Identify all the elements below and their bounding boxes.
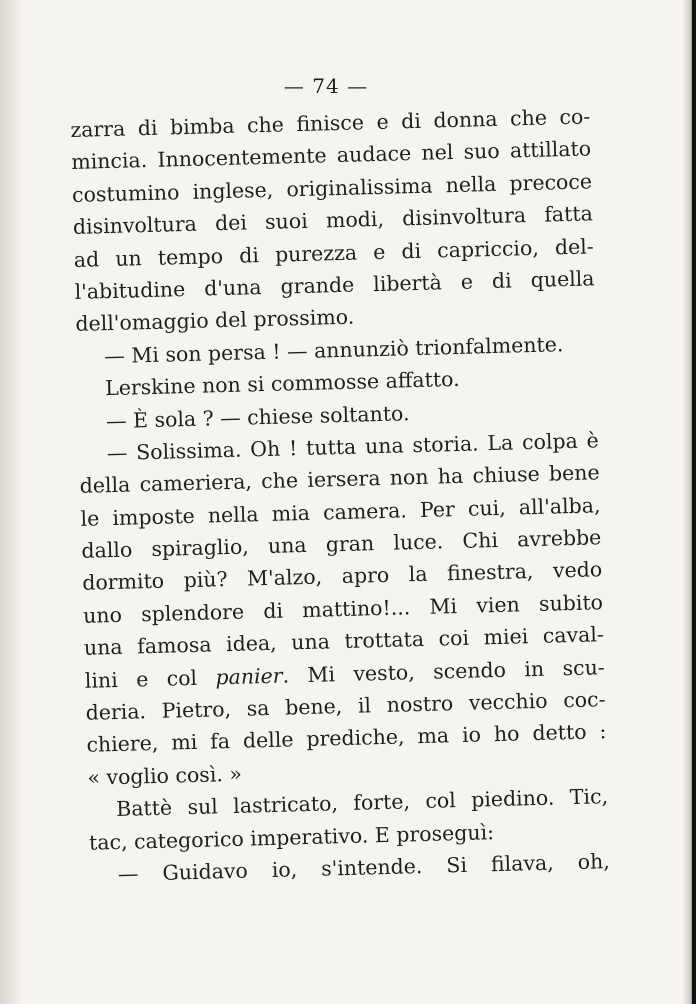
text-line: Battè sul lastricato, forte, col piedino. Tic, <box>115 784 609 822</box>
body-text <box>70 100 610 891</box>
text-line: dallo spiraglio, una gran luce. Chi avrebbe <box>81 525 602 563</box>
text-line: chiere, mi fa delle prediche, ma io ho detto : <box>86 719 607 758</box>
dialogue-line: — È sola ? — chiese soltanto. <box>105 400 410 433</box>
italic-word-panier: panier <box>215 663 283 690</box>
text-line: mincia. Innocentemente audace nel suo attillato <box>70 136 592 175</box>
text-line: tac, categorico imperativo. E proseguì: <box>88 819 495 855</box>
quote-line: « voglio così. » <box>87 761 243 790</box>
page-number: — 74 — <box>283 74 369 98</box>
text-line: della cameriera, che iersera non ha chiuse bene <box>79 460 600 499</box>
paragraph-end-line: dell'omaggio del prossimo. <box>75 304 355 337</box>
text-line: le imposte nella mia camera. Per cui, all'alba, <box>80 492 601 531</box>
text-line: uno splendore di mattino!... Mi vien subito <box>82 590 604 628</box>
page-gutter-shadow <box>0 0 22 1004</box>
text-line: disinvoltura dei suoi modi, disinvoltura fatta <box>72 201 594 240</box>
text-line: dormito più? M'alzo, apro la finestra, vedo <box>81 557 603 596</box>
scan-border <box>692 0 696 1004</box>
text-line: ad un tempo di purezza e di capriccio, del- <box>73 233 594 272</box>
dialogue-line: — Guidavo io, s'intende. Si filava, oh, <box>117 849 611 886</box>
dialogue-line: — Solissima. Oh ! tutta una storia. La colpa è <box>106 428 600 466</box>
text-line: zarra di bimba che finisce e di donna che co- <box>70 104 591 142</box>
line-end: . Mi vesto, scendo in scu- <box>282 654 605 688</box>
dialogue-line: — Mi son persa ! — annunziò trionfalmente. <box>104 331 564 368</box>
text-line: l'abitudine d'una grande libertà e di quella <box>74 266 595 304</box>
line-start: lini e col <box>84 665 216 693</box>
text-line: deria. Pietro, sa bene, il nostro vecchio coc- <box>85 687 606 725</box>
text-line: Lerskine non si commosse affatto. <box>104 367 460 401</box>
text-line: una famosa idea, una trottata coi miei caval- <box>83 622 605 661</box>
text-line: costumino inglese, originalissima nella precoce <box>71 169 593 207</box>
